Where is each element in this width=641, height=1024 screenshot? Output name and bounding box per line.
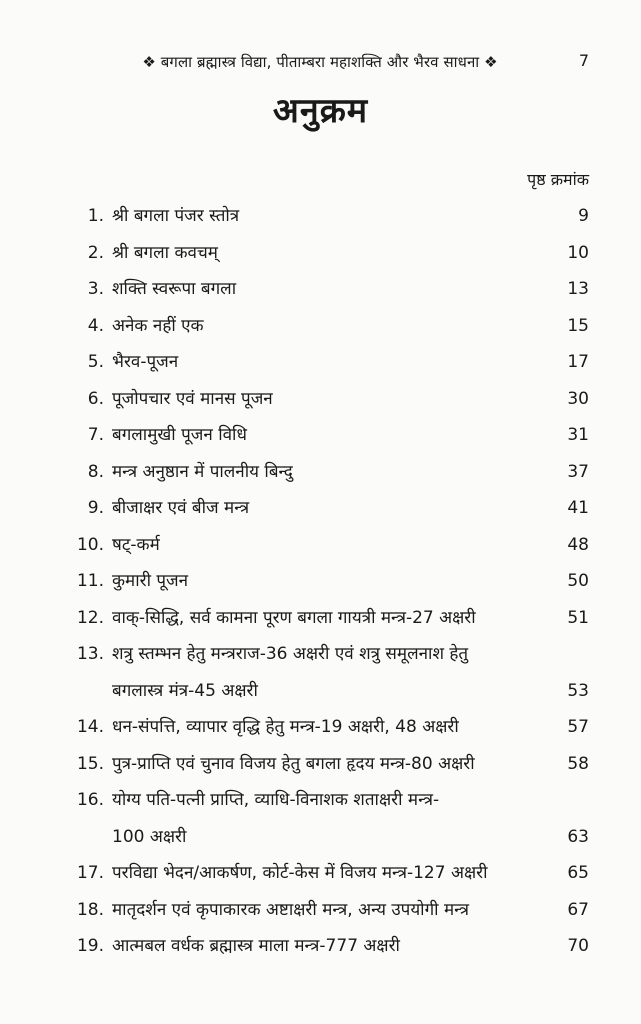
page-number: 7 (578, 51, 589, 70)
toc-entry-number: 2. (87, 242, 104, 263)
toc-entry-title-line: धन-संपत्ति, व्यापार वृद्धि हेतु मन्त्र-19 अक्षरी, 48 अक्षरी (112, 717, 459, 737)
toc-entry-number: 3. (87, 279, 104, 299)
toc-entry (0, 855, 641, 892)
toc-entry-title (112, 417, 641, 454)
toc-entry-title-line: बीजाक्षर एवं बीज मन्त्र (112, 498, 250, 518)
toc-entry-title-line: बगलामुखी पूजन विधि (112, 425, 247, 445)
toc-entry-page: 53 (567, 680, 589, 701)
toc-entry-title (112, 527, 641, 564)
toc-entry-title-line: वाक्-सिद्धि, सर्व कामना पूरण बगला गायत्री मन्त्र-27 अक्षरी (112, 607, 476, 628)
toc-entry-title (112, 271, 641, 308)
toc-entry (0, 490, 641, 527)
toc-entry-number: 12. (76, 607, 104, 628)
toc-entry-page: 67 (567, 899, 589, 920)
toc-entry-title (112, 892, 641, 929)
toc-entry-title (112, 782, 641, 855)
toc-entry-title-line: योग्य पति-पत्नी प्राप्ति, व्याधि-विनाशक शताक्षरी मन्त्र- (112, 790, 440, 810)
toc-entry (0, 928, 641, 965)
toc-entry-title (112, 928, 641, 965)
toc-entry-title-line: पुत्र-प्राप्ति एवं चुनाव विजय हेतु बगला हृदय मन्त्र-80 अक्षरी (112, 753, 475, 774)
toc-entry-page: 10 (567, 242, 589, 263)
toc-entry-number: 13. (76, 644, 104, 664)
toc-entry (0, 563, 641, 600)
toc-entry-number: 4. (87, 315, 104, 336)
toc-entry-page: 37 (567, 461, 589, 482)
toc-entry-page: 48 (567, 534, 589, 555)
toc-entry-page: 58 (567, 753, 589, 774)
toc-entry-page: 63 (567, 826, 589, 847)
toc-entry (0, 600, 641, 637)
toc-entry-title-line: श्री बगला कवचम् (112, 242, 218, 263)
toc-entry-title-line: बगलास्त्र मंत्र-45 अक्षरी (112, 680, 258, 701)
toc-entry-title-line: षट्-कर्म (112, 534, 160, 555)
toc-entry (0, 892, 641, 929)
toc-entry-number: 17. (76, 863, 104, 883)
toc-entry-number: 9. (87, 498, 104, 518)
toc-entry (0, 454, 641, 491)
toc-entry-title-line: मन्त्र अनुष्ठान में पालनीय बिन्दु (112, 461, 293, 482)
toc-entry-title-line: श्री बगला पंजर स्तोत्र (112, 206, 240, 226)
toc-entry-title-line: अनेक नहीं एक (112, 315, 204, 336)
toc-entry-page: 9 (578, 206, 589, 226)
toc-entry-title-line: मातृदर्शन एवं कृपाकारक अष्टाक्षरी मन्त्र, अन्य उपयोगी मन्त्र (112, 899, 470, 920)
toc-entry-number: 19. (76, 936, 104, 956)
toc-entry (0, 636, 641, 709)
toc-entry-number: 10. (76, 534, 104, 555)
toc-entry-title-line: कुमारी पूजन (112, 571, 189, 591)
toc-entry (0, 308, 641, 345)
toc-entry-title (112, 746, 641, 783)
toc-entry (0, 198, 641, 235)
toc-entry-title-line: परविद्या भेदन/आकर्षण, कोर्ट-केस में विजय मन्त्र-127 अक्षरी (112, 863, 488, 883)
toc-entry-number: 6. (87, 388, 104, 409)
toc-entry-title (112, 636, 641, 709)
toc-entry-page: 31 (567, 425, 589, 445)
toc-entry-title-line: शक्ति स्वरूपा बगला (112, 279, 237, 299)
page-title: अनुक्रम (272, 91, 369, 131)
toc-entry-page: 51 (567, 607, 589, 628)
toc-entry (0, 381, 641, 418)
toc-entry (0, 344, 641, 381)
toc-entry-number: 14. (76, 717, 104, 737)
toc-entry-number: 11. (76, 571, 104, 591)
toc-entry (0, 527, 641, 564)
toc-entry-title-line: पूजोपचार एवं मानस पूजन (112, 388, 273, 409)
toc-entry-title-line: आत्मबल वर्धक ब्रह्मास्त्र माला मन्त्र-777 अक्षरी (112, 936, 400, 956)
toc-entry-number: 5. (87, 352, 104, 372)
toc-entry-title (112, 454, 641, 491)
toc-entry-page: 57 (567, 717, 589, 737)
toc-entry-title (112, 855, 641, 892)
toc-entry (0, 746, 641, 783)
toc-entry-title-line: 100 अक्षरी (112, 826, 187, 847)
toc-entry-title-line: भैरव-पूजन (112, 352, 179, 372)
toc-entry (0, 417, 641, 454)
table-of-contents (0, 198, 641, 965)
toc-entry-title-line: शत्रु स्तम्भन हेतु मन्त्रराज-36 अक्षरी एवं शत्रु समूलनाश हेतु (112, 644, 469, 664)
toc-entry-number: 15. (76, 753, 104, 774)
toc-entry-title (112, 600, 641, 637)
toc-entry-number: 1. (87, 206, 104, 226)
toc-entry-number: 8. (87, 461, 104, 482)
running-header-title: ❖ बगला ब्रह्मास्त्र विद्या, पीताम्बरा महाशक्ति और भैरव साधना ❖ (142, 53, 498, 71)
toc-entry-title (112, 709, 641, 746)
toc-entry (0, 782, 641, 855)
toc-entry-number: 18. (76, 899, 104, 920)
toc-entry (0, 709, 641, 746)
page-column-label: पृष्ठ क्रमांक (527, 170, 589, 189)
toc-entry-page: 65 (567, 863, 589, 883)
toc-entry-page: 50 (567, 571, 589, 591)
toc-entry-page: 70 (567, 936, 589, 956)
toc-entry-page: 41 (567, 498, 589, 518)
toc-entry-title (112, 308, 641, 345)
toc-entry-title (112, 490, 641, 527)
toc-entry-page: 13 (567, 279, 589, 299)
toc-entry-number: 16. (76, 790, 104, 810)
toc-entry-title (112, 344, 641, 381)
toc-entry (0, 271, 641, 308)
toc-entry-page: 15 (567, 315, 589, 336)
toc-entry-number: 7. (87, 425, 104, 445)
toc-entry-page: 17 (567, 352, 589, 372)
toc-entry-page: 30 (567, 388, 589, 409)
toc-entry (0, 235, 641, 272)
toc-entry-title (112, 381, 641, 418)
toc-entry-title (112, 563, 641, 600)
toc-entry-title (112, 235, 641, 272)
toc-entry-title (112, 198, 641, 235)
